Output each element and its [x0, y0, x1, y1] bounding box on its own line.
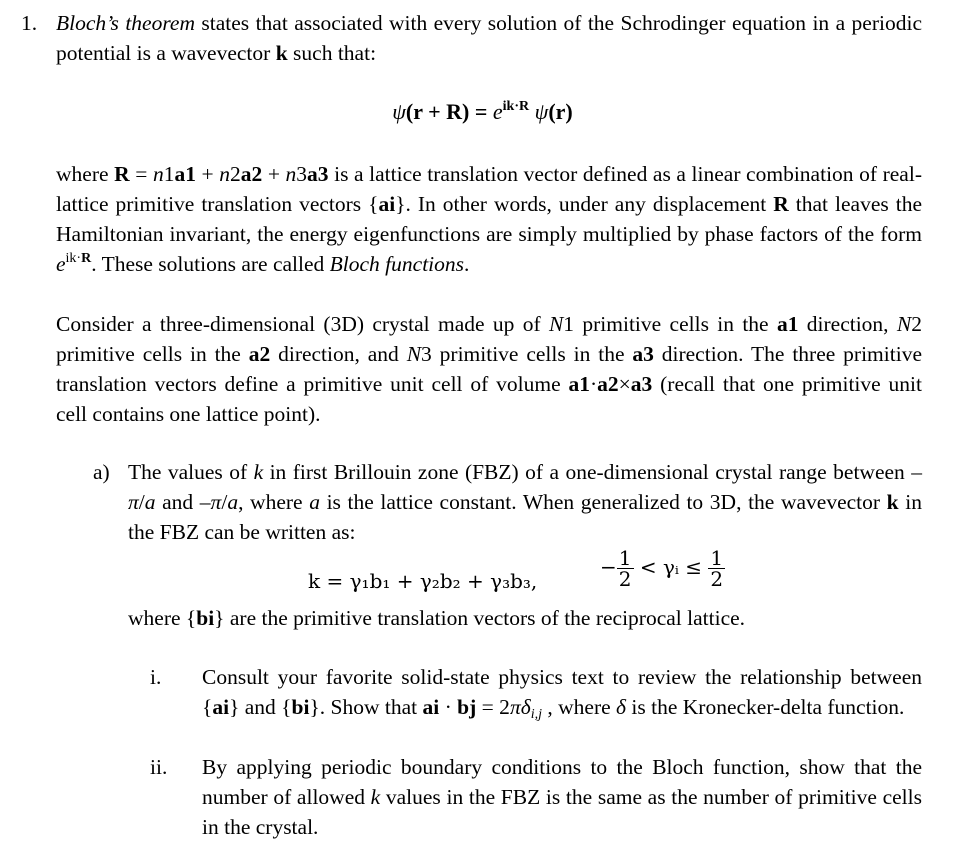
term-bloch-functions: Bloch functions	[329, 252, 465, 276]
part-a-reciprocal-note: where {bi} are the primitive translation vectors of the reciprocal lattice.	[128, 606, 746, 630]
equation-wavevector-range: − $\frac{1}{2}$ < γᵢ ≤ $\frac{1}{2}$	[600, 546, 724, 591]
equation-wavevector-lhs: k = γ₁b₁ + γ₂b₂ + γ₃b₃,	[308, 569, 538, 593]
part-i-text: Consult your favorite solid-state physics text to review the relationship between {ai} and {bi}. Show that ai · bj = $2\pi\delta_{i,j}$ , where δ is the Kronecker-delta function.	[202, 665, 922, 722]
part-ii-label: ii.	[150, 755, 168, 779]
paragraph-bloch-theorem: Bloch’s theorem states that associated with every solution of the Schrodinger equation in a periodic potential is a wavevector k such that:	[56, 11, 922, 65]
item-number: 1.	[21, 11, 38, 35]
equation-wavevector	[0, 548, 965, 608]
paragraph-crystal: Consider a three-dimensional (3D) crystal made up of N1 primitive cells in the a1 direction, N2 primitive cells in the a2 direction, and N3 primitive cells in the a3 direction. The three primitive translation vectors define a primitive unit cell of volume a1·a2×a3 (recall that one primitive unit cell contains one lattice point).	[56, 312, 922, 426]
part-a-text: The values of k in first Brillouin zone (FBZ) of a one-dimensional crystal range between –π/a and –π/a, where a is the lattice constant. When generalized to 3D, the wavevector k in the FBZ can be written as:	[128, 460, 922, 544]
equation-bloch: $\psi(r + R) = e^{ik\cdot R}$ ψ(r)	[392, 99, 573, 124]
term-bloch-theorem: Bloch’s theorem	[56, 11, 195, 35]
part-a-label: a)	[93, 460, 110, 484]
part-i-label: i.	[150, 665, 162, 689]
paragraph-lattice-vector: where R = n1a1 + n2a2 + n3a3 is a lattice translation vector defined as a linear combination of real-lattice primitive translation vectors {ai}. In other words, under any displacement R that leaves the Hamiltonian invariant, the energy eigenfunctions are simply multiplied by phase factors of the form $e^{ik\cdot R}$. These solutions are called Bloch functions.	[56, 162, 922, 276]
part-ii-text: By applying periodic boundary conditions to the Bloch function, show that the number of allowed k values in the FBZ is the same as the number of primitive cells in the crystal.	[202, 755, 922, 839]
